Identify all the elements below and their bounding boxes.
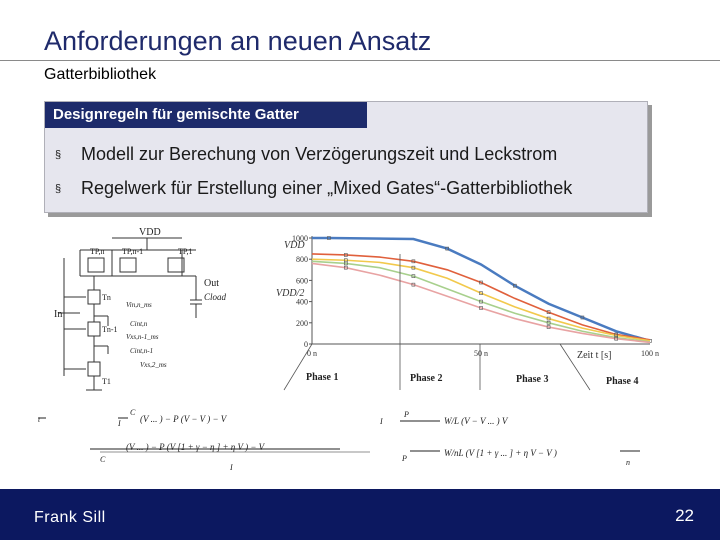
node-label: Vxs,n-1_ms [126, 333, 159, 341]
svg-text:(V ... ) − P (V − V ) − V: (V ... ) − P (V − V ) − V [140, 414, 227, 424]
y-label-vdd-half: VDD/2 [276, 288, 305, 299]
bullet-item [55, 178, 572, 199]
svg-text:(V ... ) − P (V [1 + γ − η ] +: (V ... ) − P (V [1 + γ − η ] + η V ) − V [126, 442, 265, 452]
out-label: Out [204, 278, 219, 289]
node-label: Cint,n [130, 320, 148, 328]
phase-label: Phase 1 [306, 372, 339, 383]
tp-label: TP,1 [178, 247, 193, 256]
y-tick-label: 1000 [292, 234, 308, 243]
y-tick-label: 800 [296, 255, 308, 265]
footer-author: Frank Sill [34, 509, 106, 526]
tn-label: Tn-1 [102, 325, 118, 334]
svg-text:W/L (V − V ... ) V: W/L (V − V ... ) V [444, 416, 508, 426]
equation-left [38, 408, 370, 472]
node-label: Vin,n_ms [126, 301, 152, 309]
bullet-marker: § [55, 183, 62, 196]
vdd-label: VDD [139, 227, 161, 238]
figure-area [0, 218, 720, 486]
slide-subtitle: Gatterbibliothek [44, 66, 157, 83]
svg-text:C: C [100, 455, 106, 464]
y-tick-label: 400 [296, 297, 308, 307]
equation-right [379, 410, 640, 467]
svg-text:W/nL (V [1 + γ ... ] + η V − V: W/nL (V [1 + γ ... ] + η V − V ) [444, 448, 557, 458]
box-header: Designregeln für gemischte Gatter [45, 102, 367, 128]
x-tick-label: 100 n [641, 349, 659, 358]
y-tick-label: 0 [304, 340, 308, 349]
circuit-diagram [58, 238, 202, 390]
x-tick-label: 0 n [307, 349, 317, 358]
tn-label: T1 [102, 377, 111, 386]
x-tick-label: 50 n [474, 349, 488, 358]
svg-text:C: C [130, 408, 136, 417]
svg-text:I: I [230, 463, 233, 472]
in-label: In [54, 309, 63, 320]
tp-label: TP,n-1 [122, 247, 144, 256]
phase-label: Phase 3 [516, 374, 549, 385]
svg-text:n: n [626, 458, 630, 467]
svg-text:P: P [404, 410, 409, 419]
content-box [44, 101, 648, 213]
voltage-chart [262, 228, 659, 390]
phase-label: Phase 2 [410, 373, 443, 384]
y-tick-label: 200 [296, 318, 308, 328]
tn-label: Tn [102, 293, 111, 302]
phase-label: Phase 4 [606, 376, 639, 387]
y-tick-label: 600 [296, 276, 308, 286]
node-label: Vxs,2_ms [140, 361, 167, 369]
svg-text:P: P [402, 454, 407, 463]
bullet-text: Regelwerk für Erstellung einer „Mixed Gates“-Gatterbibliothek [81, 178, 573, 198]
svg-text:I: I [118, 419, 121, 428]
bullet-text: Modell zur Berechung von Verzögerungszeit und Leckstrom [81, 144, 558, 164]
bullet-item [55, 144, 557, 165]
footer-bar [0, 489, 720, 540]
bullet-marker: § [55, 149, 62, 162]
svg-text:I: I [380, 417, 383, 426]
y-label-vdd: VDD [284, 240, 305, 251]
node-label: Cint,n-1 [130, 347, 154, 355]
cload-label: Cload [204, 292, 227, 302]
slide-title: Anforderungen an neuen Ansatz [44, 26, 432, 56]
x-axis-label: Zeit t [s] [577, 350, 612, 361]
page-number: 22 [675, 506, 694, 525]
figure-svg [0, 218, 720, 486]
tp-label: TP,n [90, 247, 105, 256]
svg-text:t: t [38, 415, 41, 424]
title-divider [0, 60, 720, 61]
